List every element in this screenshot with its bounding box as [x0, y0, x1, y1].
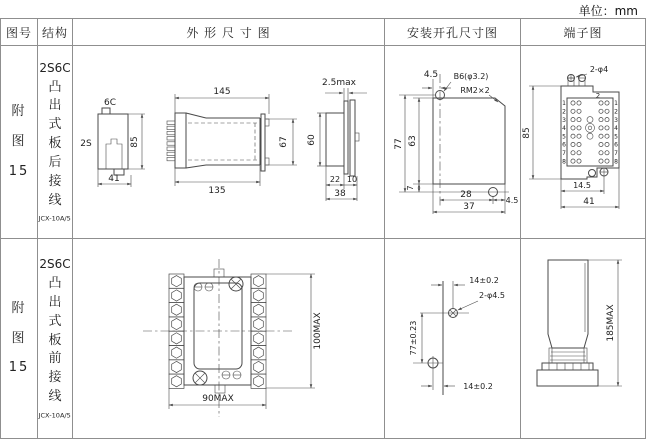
dimension-table: [0, 18, 646, 439]
mounting-hole-top: [568, 75, 575, 82]
left-num: 7: [562, 150, 566, 157]
dim-145: 145: [213, 87, 231, 97]
label-hole-2phi45: 2-φ4.5: [479, 291, 505, 300]
dim-77-tol: 77±0.23: [409, 320, 418, 356]
right-num: 4: [614, 125, 618, 133]
terminal-contact-rows: [571, 101, 609, 163]
terminal-cell-row2: [521, 239, 645, 438]
mounting-cell-row1: [385, 46, 521, 239]
mounting-drawing-row1: [385, 46, 521, 239]
right-num: 3: [614, 116, 618, 124]
left-num: 4: [562, 125, 566, 133]
outline-drawing-row1: [73, 46, 385, 239]
dim-77: 77: [394, 138, 404, 150]
label-hole-2phi4: 2-φ4: [589, 65, 609, 74]
fig-number: 附图15: [8, 104, 30, 179]
unit-label: 单位：mm: [578, 4, 638, 18]
structure-model: 2S6C: [39, 257, 71, 272]
dim-63: 63: [408, 135, 418, 147]
outline-front-view: [167, 87, 297, 196]
fig-number-cell: [1, 239, 38, 438]
left-num: 1: [562, 100, 566, 108]
dim-185max: 185MAX: [606, 304, 616, 342]
structure-desc: 凸出式板后接线: [48, 79, 62, 208]
right-num: 8: [614, 158, 618, 166]
socket-terminal-band: [542, 363, 593, 370]
right-num: 2: [614, 108, 618, 116]
relay-model: JCX-10A/5: [38, 215, 72, 223]
dim-7: 7: [406, 185, 415, 191]
relay-model: JCX-10A/5: [38, 411, 72, 420]
header-structure: 结构: [38, 19, 73, 46]
screw-bottom-left: [193, 371, 207, 385]
mounting-cell-row2: [385, 239, 521, 438]
fig-number-cell: [1, 46, 38, 239]
dim-37: 37: [463, 202, 475, 212]
dim-14-5: 14.5: [573, 181, 591, 190]
right-num: 7: [614, 150, 618, 157]
left-num: 2: [562, 108, 566, 116]
header-mounting: 安装开孔尺寸图: [385, 19, 521, 46]
header-fig-no: 图号: [1, 19, 38, 46]
left-num: 5: [562, 133, 566, 141]
dim-4-5-right: 4.5: [505, 196, 519, 205]
dim-135: 135: [208, 186, 226, 196]
dim-41-terminal: 41: [583, 197, 595, 207]
dim-22: 22: [329, 175, 341, 184]
dim-28: 28: [460, 190, 472, 200]
dim-85-terminal: 85: [522, 127, 532, 139]
dim-14-top: 14±0.2: [469, 276, 499, 285]
dim-67: 67: [279, 136, 289, 148]
bottom-post: [589, 168, 609, 177]
left-num: 6: [562, 141, 566, 149]
terminal-drawing-row1: [521, 46, 645, 239]
structure-model: 2S6C: [39, 60, 71, 75]
dim-4-5-top: 4.5: [423, 70, 439, 80]
dim-60: 60: [307, 134, 317, 146]
dim-10: 10: [346, 175, 358, 184]
dim-85: 85: [130, 136, 140, 148]
label-post-2: 2: [595, 92, 601, 100]
label-hole-spec: B6(φ3.2): [453, 72, 489, 81]
terminal-drawing-row2: [521, 239, 645, 438]
header-terminal: 端子图: [521, 19, 645, 46]
dim-90max: 90MAX: [202, 394, 234, 404]
right-num: 1: [614, 100, 618, 108]
dim-2S: 2S: [80, 139, 92, 149]
dim-100max: 100MAX: [313, 312, 323, 350]
right-num: 5: [614, 133, 618, 141]
label-thread-spec: RM2×2: [460, 86, 490, 95]
dim-14-bottom: 14±0.2: [463, 382, 493, 391]
outline-drawing-row2: [73, 239, 385, 438]
left-num: 3: [562, 116, 566, 124]
header-outline: 外 形 尺 寸 图: [73, 19, 385, 46]
dim-2-5max: 2.5max: [322, 78, 356, 88]
left-num: 8: [562, 158, 566, 166]
structure-cell: [38, 239, 73, 438]
screw-top-right: [229, 277, 243, 291]
fig-number: 附图15: [8, 300, 30, 376]
dim-6C: 6C: [103, 98, 117, 108]
right-num: 6: [614, 141, 618, 149]
dim-38: 38: [334, 189, 346, 199]
outline-cell-row1: [73, 46, 385, 239]
structure-cell: [38, 46, 73, 239]
outline-cell-row2: [73, 239, 385, 438]
terminal-cell-row1: [521, 46, 645, 239]
outline-panel-view: [307, 78, 367, 201]
outline-side-view: [80, 98, 145, 187]
dim-41: 41: [108, 174, 120, 184]
mounting-drawing-row2: [385, 239, 521, 438]
structure-desc: 凸出式板前接线: [48, 276, 62, 405]
